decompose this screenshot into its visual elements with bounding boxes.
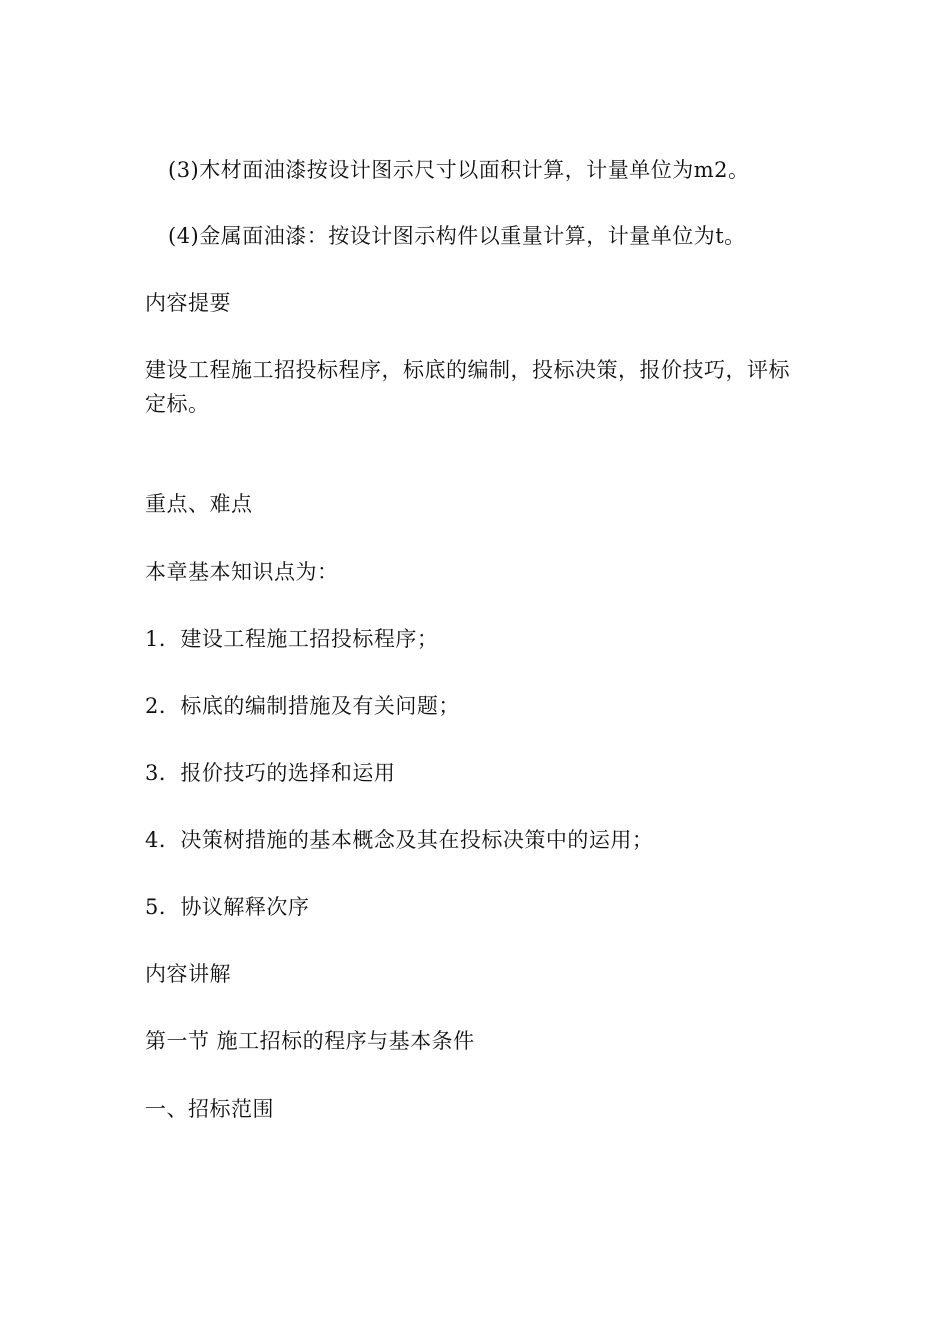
subsection-title: 一、招标范围	[145, 1097, 274, 1121]
section-title: 第一节 施工招标的程序与基本条件	[145, 1029, 475, 1053]
list-item-2: 2．标底的编制措施及有关问题；	[145, 694, 460, 718]
list-item-1: 1．建设工程施工招投标程序；	[145, 627, 439, 651]
paragraph-wood-paint: (3)木材面油漆按设计图示尺寸以面积计算，计量单位为m2。	[168, 158, 750, 182]
heading-summary: 内容提要	[145, 291, 231, 315]
paragraph-metal-paint: (4)金属面油漆：按设计图示构件以重量计算，计量单位为t。	[168, 224, 746, 248]
paragraph-knowledge-intro: 本章基本知识点为：	[145, 560, 339, 584]
heading-key-points: 重点、难点	[145, 492, 253, 516]
paragraph-summary: 建设工程施工招投标程序，标底的编制，投标决策，报价技巧，评标定标。	[145, 358, 790, 416]
heading-content: 内容讲解	[145, 962, 231, 986]
list-item-5: 5．协议解释次序	[145, 895, 310, 919]
list-item-3: 3．报价技巧的选择和运用	[145, 761, 396, 785]
list-item-4: 4．决策树措施的基本概念及其在投标决策中的运用；	[145, 828, 654, 852]
